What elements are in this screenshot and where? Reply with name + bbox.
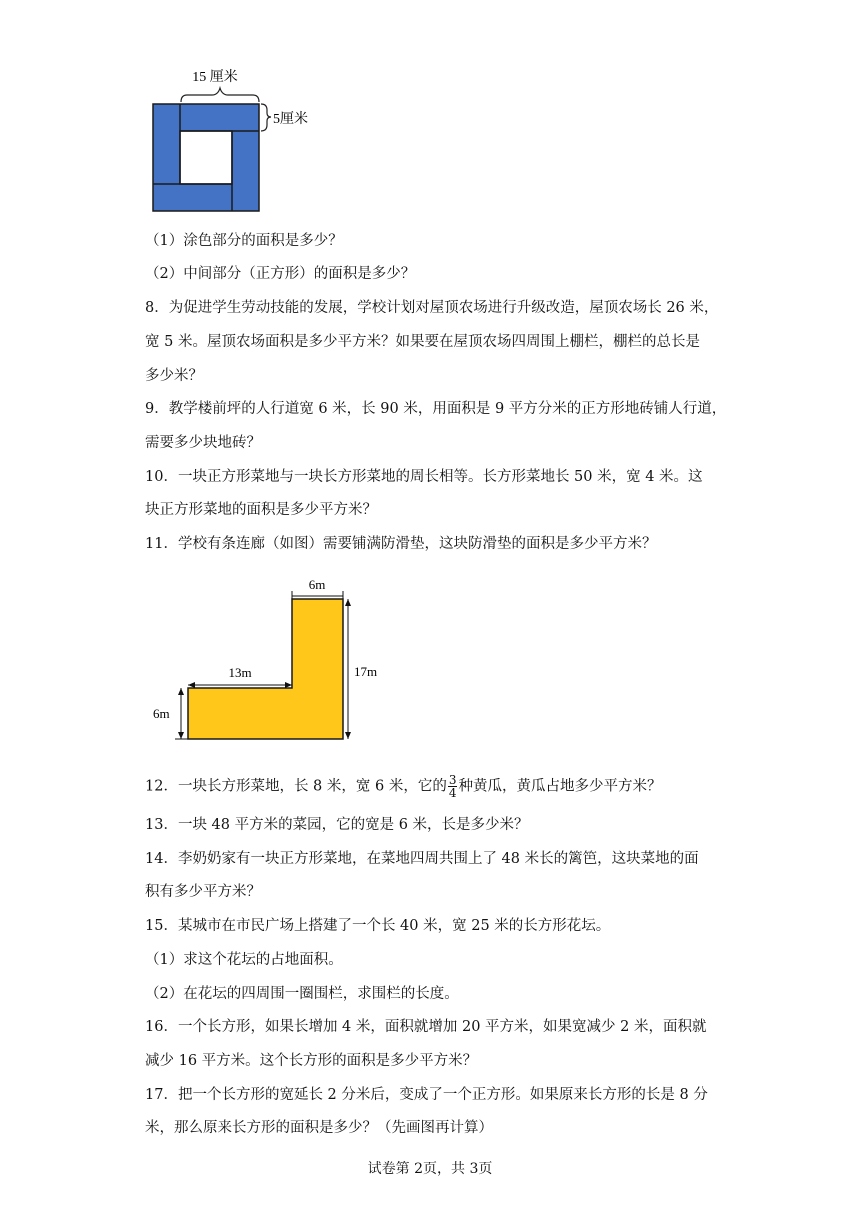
q17-line2: 米，那么原来长方形的面积是多少？（先画图再计算） [145,1120,493,1136]
q14-line1: 14．李奶奶家有一块正方形菜地，在菜地四周共围上了 48 米长的篱笆，这块菜地的面 [145,851,699,867]
center-square [180,131,232,184]
fraction-numerator: 3 [448,773,457,787]
left-height-label: 6m [153,706,170,721]
q12-suffix: 种黄瓜，黄瓜占地多少平方米？ [458,778,662,795]
q15-part1: （1）求这个花坛的占地面积。 [145,952,343,968]
l-shape-area [188,599,343,739]
top-width-label: 6m [308,577,326,592]
q12-text [145,774,661,799]
q10-line1: 10．一块正方形菜地与一块长方形菜地的周长相等。长方形菜地长 50 米，宽 4 米。这 [145,469,703,485]
q9-line1: 9．教学楼前坪的人行道宽 6 米，长 90 米，用面积是 9 平方分米的正方形地砖铺人行道， [145,401,727,417]
q12-prefix: 12．一块长方形菜地，长 8 米，宽 6 米，它的 [145,778,447,795]
square-frame-figure [140,62,330,217]
page-footer: 试卷第 2页，共 3页 [367,1161,493,1177]
side-length-label: 5厘米 [273,112,308,127]
top-brace [181,88,259,102]
q15-part2: （2）在花坛的四周围一圈围栏，求围栏的长度。 [145,986,459,1002]
top-length-label: 15 厘米 [192,70,238,85]
fraction [448,774,458,799]
q16-line2: 减少 16 平方米。这个长方形的面积是多少平方米？ [145,1053,478,1069]
q8-line3: 多少米？ [145,368,203,384]
q7-part1: （1）涂色部分的面积是多少？ [145,233,343,249]
q13-text: 13．一块 48 平方米的菜园，它的宽是 6 米，长是多少米？ [145,817,529,833]
q9-line2: 需要多少块地砖？ [145,435,261,451]
q11-text: 11．学校有条连廊（如图）需要铺满防滑垫，这块防滑垫的面积是多少平方米？ [145,536,657,552]
q8-line2: 宽 5 米。屋顶农场面积是多少平方米？如果要在屋顶农场四周围上棚栏，棚栏的总长是 [145,334,700,350]
q10-line2: 块正方形菜地的面积是多少平方米？ [145,502,377,518]
fraction-denominator: 4 [448,786,457,800]
middle-length-label: 13m [228,665,252,680]
q14-line2: 积有多少平方米？ [145,884,261,900]
right-height-label: 17m [354,664,378,679]
l-shape-figure [145,570,395,750]
q15-text: 15．某城市在市民广场上搭建了一个长 40 米，宽 25 米的长方形花坛。 [145,918,611,934]
q7-part2: （2）中间部分（正方形）的面积是多少？ [145,266,416,282]
side-brace [261,104,271,131]
q17-line1: 17．把一个长方形的宽延长 2 分米后，变成了一个正方形。如果原来长方形的长是 8 分 [145,1087,708,1103]
q8-line1: 8．为促进学生劳动技能的发展，学校计划对屋顶农场进行升级改造，屋顶农场长 26 米， [145,300,719,316]
q16-line1: 16．一个长方形，如果长增加 4 米，面积就增加 20 平方米，如果宽减少 2 米，面积就 [145,1019,707,1035]
